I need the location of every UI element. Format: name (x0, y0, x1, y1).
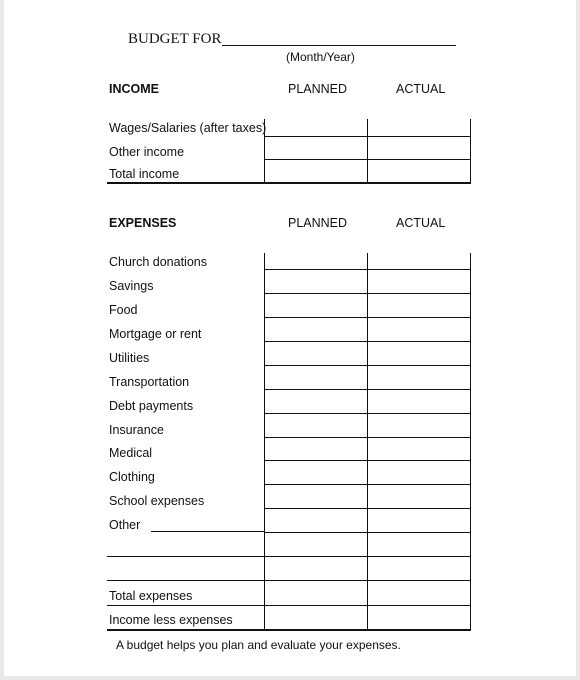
expense-grid-line (265, 413, 471, 414)
income-row-label: Wages/Salaries (after taxes) (109, 121, 267, 135)
expense-grid-line (265, 317, 471, 318)
actual-other-income-cell[interactable] (369, 138, 469, 158)
footer-note: A budget helps you plan and evaluate your expenses. (116, 638, 401, 652)
income-grid-line (264, 119, 265, 184)
income-total-label: Total income (109, 167, 180, 181)
expense-row-label: Clothing (109, 470, 155, 484)
expense-row-label: School expenses (109, 494, 205, 508)
income-grid-line (265, 159, 471, 160)
planned-other-income-cell[interactable] (266, 138, 366, 158)
expense-row-label: Utilities (109, 351, 150, 365)
expense-grid-line (470, 253, 471, 630)
expense-grid-line (265, 341, 471, 342)
expense-row-label: Food (109, 303, 138, 317)
expense-grid-line (265, 293, 471, 294)
income-header: INCOME (109, 82, 159, 96)
income-grid-line (265, 136, 471, 137)
expense-row-label: Transportation (109, 375, 190, 389)
expense-grid-line (265, 484, 471, 485)
month-year-blank[interactable] (222, 45, 456, 46)
blank-row-line[interactable] (107, 580, 264, 581)
expense-row-label: Insurance (109, 423, 164, 437)
expense-grid-line (265, 556, 471, 557)
income-grid-line (367, 119, 368, 184)
expense-grid-line (265, 389, 471, 390)
actual-total-income-cell[interactable] (369, 161, 469, 181)
planned-wages-cell[interactable] (266, 120, 366, 135)
income-actual-header: ACTUAL (396, 82, 446, 96)
expense-row-label: Savings (109, 279, 154, 293)
planned-total-income-cell[interactable] (266, 161, 366, 181)
actual-wages-cell[interactable] (369, 120, 469, 135)
expense-grid-line (265, 532, 471, 533)
expense-grid-line (265, 580, 471, 581)
expense-total-line (107, 605, 471, 606)
expense-bottom-line (107, 629, 471, 631)
expense-grid-line (265, 437, 471, 438)
budget-form-page (4, 0, 576, 676)
expense-grid-line (265, 365, 471, 366)
expense-grid-line (264, 253, 265, 630)
expense-row-label: Church donations (109, 255, 207, 269)
expense-row-label: Medical (109, 446, 153, 460)
expenses-header: EXPENSES (109, 216, 177, 230)
expense-grid-line (265, 508, 471, 509)
expense-row-label: Other (109, 518, 141, 532)
expense-grid-line (265, 460, 471, 461)
expense-grid-line (367, 253, 368, 630)
income-grid-line (470, 119, 471, 184)
other-write-in-line[interactable] (151, 531, 264, 532)
expenses-actual-header: ACTUAL (396, 216, 446, 230)
income-less-expenses-label: Income less expenses (109, 613, 233, 627)
expense-total-label: Total expenses (109, 589, 193, 603)
expense-row-label: Debt payments (109, 399, 194, 413)
income-row-label: Other income (109, 145, 185, 159)
expense-grid-line (265, 269, 471, 270)
form-title: BUDGET FOR (128, 31, 222, 47)
income-planned-header: PLANNED (288, 82, 348, 96)
expenses-planned-header: PLANNED (288, 216, 348, 230)
income-total-line (107, 182, 471, 184)
expense-row-label: Mortgage or rent (109, 327, 202, 341)
blank-row-line[interactable] (107, 556, 264, 557)
month-year-caption: (Month/Year) (286, 50, 355, 64)
